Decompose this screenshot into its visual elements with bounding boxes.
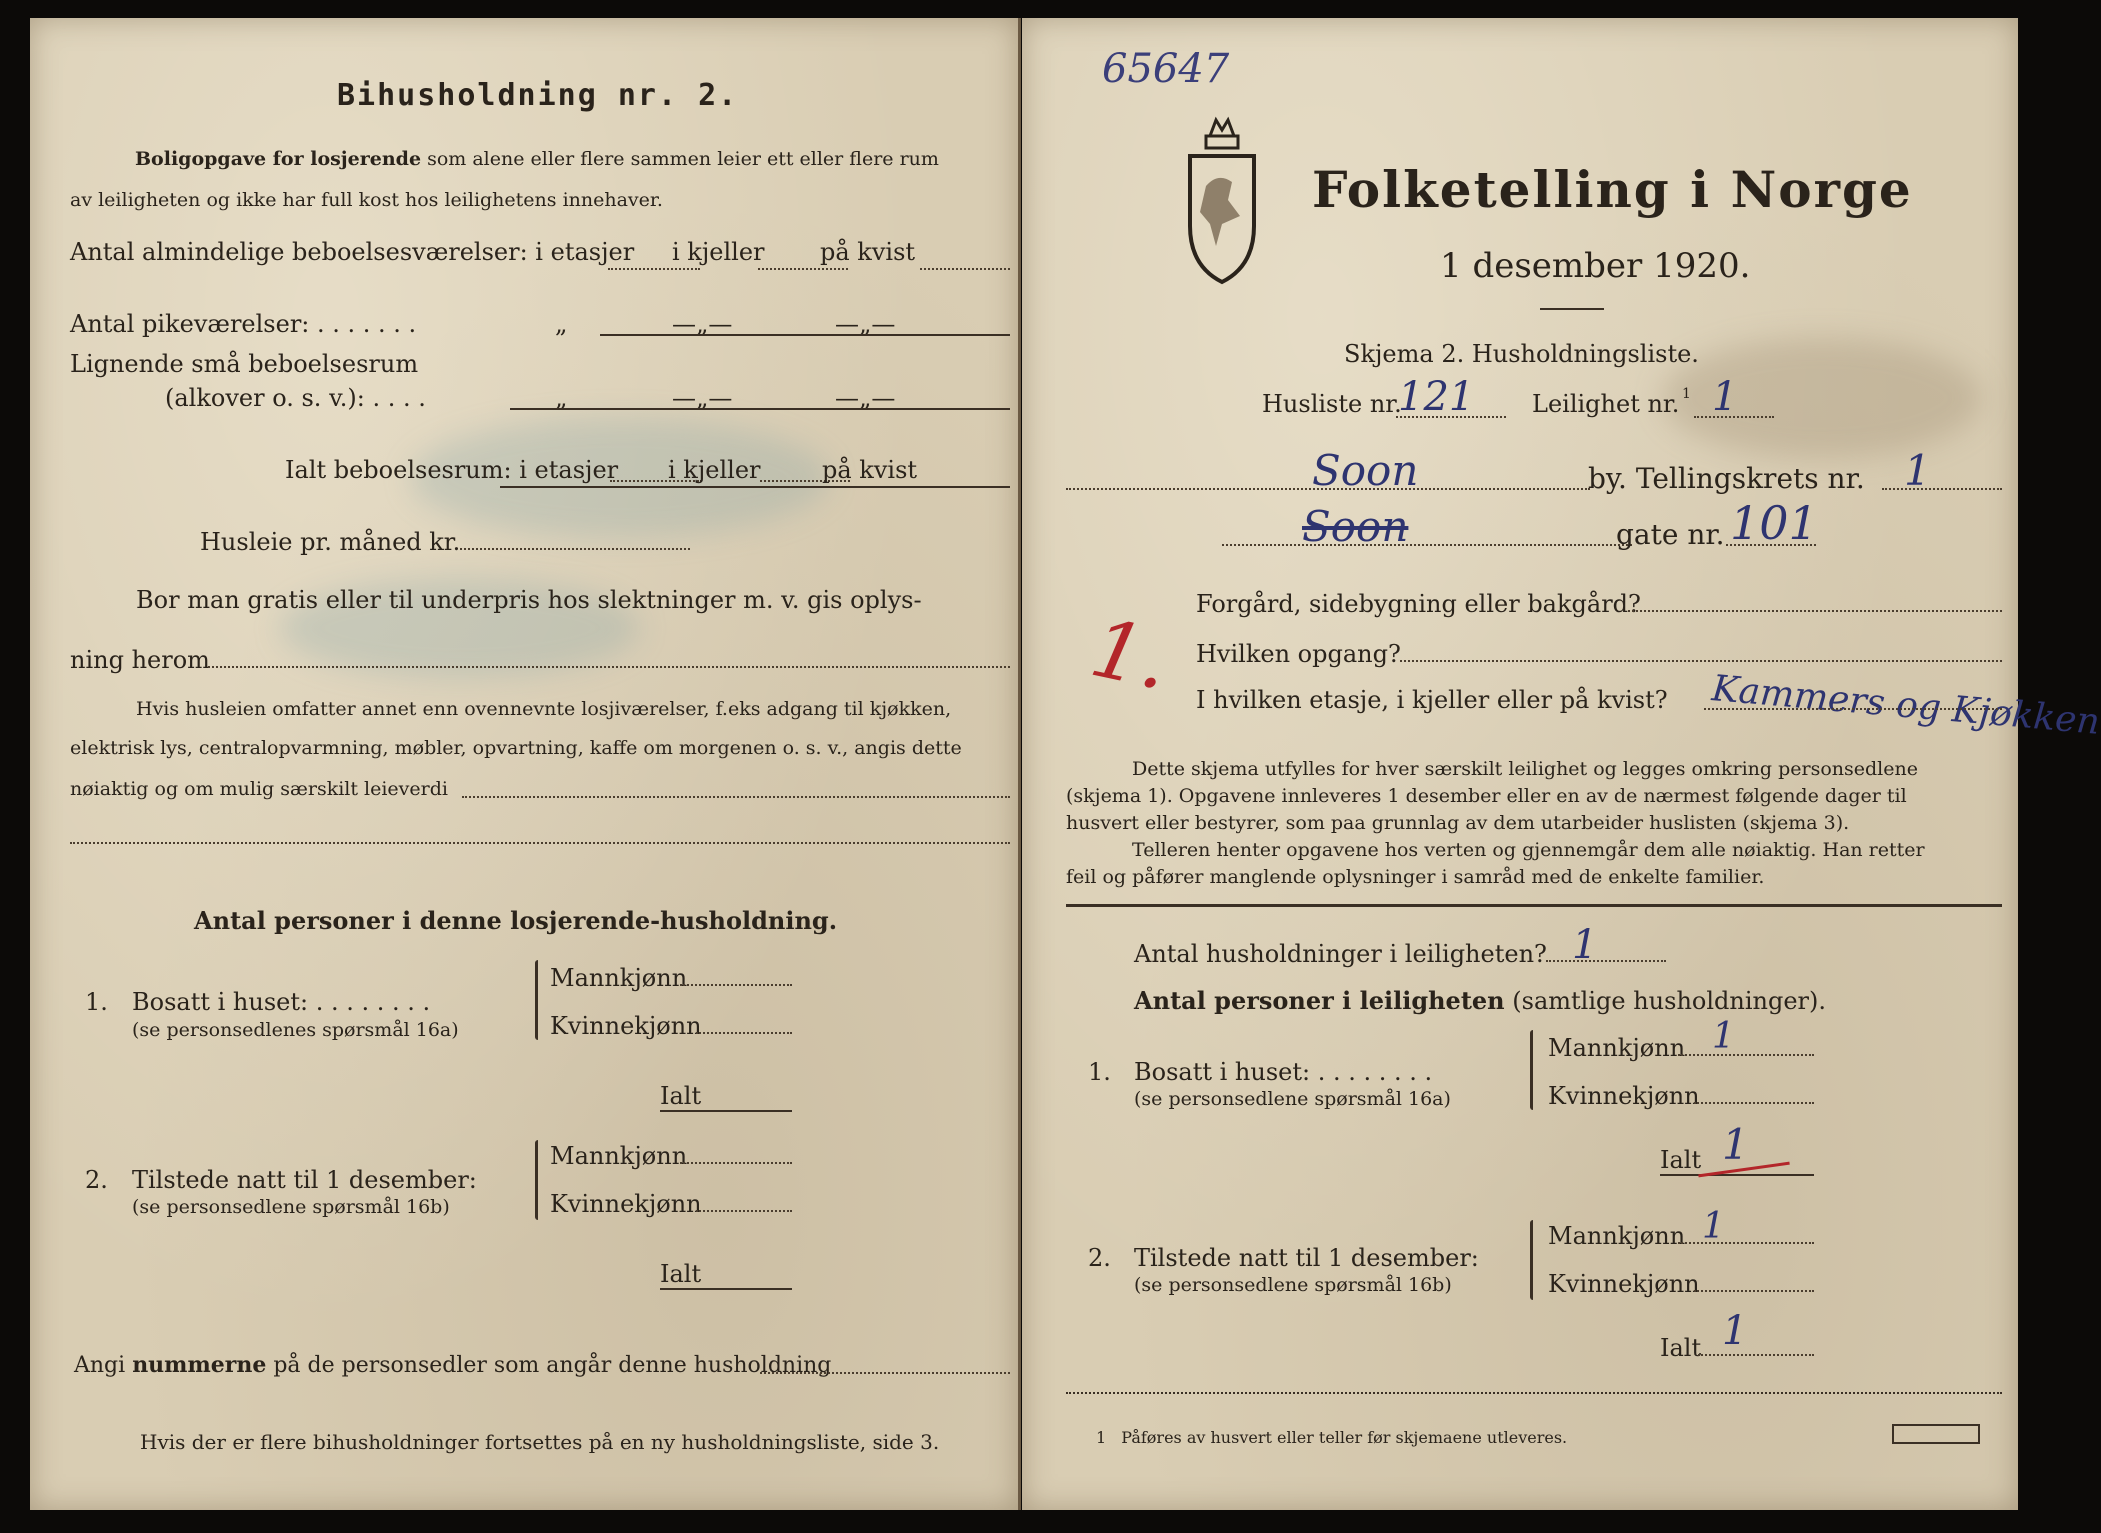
leilighet-label: Leilighet nr. <box>1532 390 1680 418</box>
angi-rest: på de personsedler som angår denne husholdning <box>273 1353 832 1378</box>
leilighet-field[interactable] <box>1694 416 1774 418</box>
q1-kvinne-field[interactable] <box>696 1032 792 1034</box>
ditto-mark: —„— <box>835 384 896 412</box>
form-date: 1 desember 1920. <box>1440 246 1751 286</box>
title-rule <box>1540 308 1604 310</box>
q1-ialt-value: 1 <box>1722 1120 1749 1169</box>
rooms-kjeller-field[interactable] <box>758 268 848 270</box>
q2-number: 2. <box>1088 1244 1111 1272</box>
left-title: Bihusholdning nr. 2. <box>337 78 739 113</box>
angi-line <box>74 1352 831 1378</box>
red-mark: 1. <box>1083 601 1178 708</box>
by-field[interactable] <box>1066 488 1590 490</box>
ialt-kvist-label: på kvist <box>822 456 918 484</box>
printer-stamp <box>1892 1424 1980 1444</box>
q1-sub: (se personsedlene spørsmål 16a) <box>1134 1088 1451 1110</box>
extra-field[interactable] <box>70 842 1010 844</box>
q-forgard: Forgård, sidebygning eller bakgård? <box>1196 590 1641 618</box>
right-page <box>1022 18 2101 1510</box>
q2-brace <box>535 1140 538 1220</box>
q2-mann-label: Mannkjønn <box>550 1142 688 1170</box>
form-title: Folketelling i Norge <box>1312 160 1913 219</box>
q2-kvinne-label: Kvinnekjønn <box>1548 1270 1700 1298</box>
ditto-mark: —„— <box>672 310 733 338</box>
omfatter-line-3: nøiaktig og om mulig særskilt leieverdi <box>70 778 448 800</box>
q1-kvinne-label: Kvinnekjønn <box>1548 1082 1700 1110</box>
q2-ialt-field[interactable] <box>1698 1354 1814 1356</box>
lignende-label-1: Lignende små beboelsesrum <box>70 350 419 378</box>
flere-note: Hvis der er flere bihusholdninger fortsettes på en ny husholdningsliste, side 3. <box>140 1430 940 1454</box>
q1-mann-value: 1 <box>1712 1016 1735 1057</box>
q2-kvinne-field[interactable] <box>696 1210 792 1212</box>
footnote <box>1096 1428 1567 1447</box>
ditto-mark: —„— <box>672 384 733 412</box>
q2-kvinne-label: Kvinnekjønn <box>550 1190 702 1218</box>
gate-nr-value: 101 <box>1730 496 1818 550</box>
husliste-field[interactable] <box>1396 416 1506 418</box>
ditto-mark: —„— <box>835 310 896 338</box>
angi-field[interactable] <box>760 1372 1010 1374</box>
instructions-line-2: (skjema 1). Opgavene innleveres 1 desember eller en av de nærmest følgende dager til <box>1066 785 1907 807</box>
angi-bold: nummerne <box>132 1352 267 1378</box>
gratis-field[interactable] <box>208 666 1010 668</box>
omfatter-line-1: Hvis husleien omfatter annet enn ovennevnte losjiværelser, f.eks adgang til kjøkken, <box>136 698 952 720</box>
q1-mann-label: Mannkjønn <box>1548 1034 1686 1062</box>
pike-label: Antal pikeværelser: . . . . . . . <box>70 310 417 338</box>
q1-kvinne-label: Kvinnekjønn <box>550 1012 702 1040</box>
husliste-value: 121 <box>1398 374 1475 420</box>
etasje-field[interactable] <box>1704 708 2002 710</box>
gate-field[interactable] <box>1222 544 1632 546</box>
section-rule <box>1066 904 2002 907</box>
by-label: by. Tellingskrets nr. <box>1588 462 1865 495</box>
skjema-label: Skjema 2. Husholdningsliste. <box>1344 340 1699 368</box>
q2-sub: (se personsedlene spørsmål 16b) <box>132 1196 450 1218</box>
q2-mann-field[interactable] <box>680 1162 792 1164</box>
gate-nr-field[interactable] <box>1726 544 1816 546</box>
by-value: Soon <box>1312 446 1419 495</box>
lignende-label-2: (alkover o. s. v.): . . . . <box>165 384 426 412</box>
rooms-kjeller-label: i kjeller <box>672 238 765 266</box>
left-page <box>30 18 1021 1510</box>
gratis-line-2: ning herom <box>70 646 210 674</box>
q2-ialt-label: Ialt <box>660 1260 702 1288</box>
husliste-label: Husliste nr. <box>1262 390 1402 418</box>
q1-ialt-field[interactable] <box>1660 1174 1814 1176</box>
pike-field[interactable] <box>600 334 1010 336</box>
persons-rest: (samtlige husholdninger). <box>1512 987 1827 1015</box>
angi-pre: Angi <box>74 1353 126 1378</box>
instructions-line-5: feil og påfører manglende oplysninger i samråd med de enkelte familier. <box>1066 866 1765 888</box>
ditto-mark: „ <box>555 384 568 412</box>
husleie-field[interactable] <box>460 548 690 550</box>
q2-brace <box>1530 1220 1533 1300</box>
krets-value: 1 <box>1904 446 1931 495</box>
q1-brace <box>535 960 538 1040</box>
water-stain <box>1662 338 1982 458</box>
q2-mann-field[interactable] <box>1678 1242 1814 1244</box>
footer-rule <box>1066 1392 2002 1394</box>
q2-ialt-value: 1 <box>1722 1308 1748 1354</box>
intro-line-2: av leiligheten og ikke har full kost hos leilighetens innehaver. <box>70 189 663 211</box>
q2-mann-value: 1 <box>1702 1206 1725 1247</box>
leieverdi-field[interactable] <box>462 796 1010 798</box>
households-value: 1 <box>1572 922 1598 968</box>
q1-ialt-label: Ialt <box>1660 1146 1702 1174</box>
q1-ialt-field[interactable] <box>660 1110 792 1112</box>
intro-rest: som alene eller flere sammen leier ett eller flere rum <box>427 148 939 170</box>
q2-mann-label: Mannkjønn <box>1548 1222 1686 1250</box>
q1-ialt-label: Ialt <box>660 1082 702 1110</box>
q1-sub: (se personsedlenes spørsmål 16a) <box>132 1019 459 1041</box>
q-opgang: Hvilken opgang? <box>1196 640 1401 668</box>
q2-sub: (se personsedlene spørsmål 16b) <box>1134 1274 1452 1296</box>
q1-label: Bosatt i huset: . . . . . . . . <box>1134 1058 1433 1086</box>
q2-kvinne-field[interactable] <box>1694 1290 1814 1292</box>
omfatter-line-2: elektrisk lys, centralopvarmning, møbler, opvartning, kaffe om morgenen o. s. v., angis dette <box>70 737 962 759</box>
households-field[interactable] <box>1546 960 1666 962</box>
gate-value: Soon <box>1302 502 1409 551</box>
lignende-field[interactable] <box>510 408 1010 410</box>
krets-field[interactable] <box>1882 488 2002 490</box>
q1-number: 1. <box>1088 1058 1111 1086</box>
q1-kvinne-field[interactable] <box>1694 1102 1814 1104</box>
households-label: Antal husholdninger i leiligheten? <box>1134 940 1547 968</box>
instructions-line-3: husvert eller bestyrer, som paa grunnlag av dem utarbeider huslisten (skjema 3). <box>1066 812 1850 834</box>
ditto-mark: „ <box>555 310 568 338</box>
footnote-marker: 1 <box>1682 386 1691 402</box>
ialt-kjeller-label: i kjeller <box>668 456 761 484</box>
q1-mann-label: Mannkjønn <box>550 964 688 992</box>
forgard-field[interactable] <box>1628 610 2002 612</box>
persons-line <box>1134 986 1826 1015</box>
ialt-rooms-underline <box>500 486 1010 488</box>
rooms-etasjer-field[interactable] <box>608 268 700 270</box>
persons-title: Antal personer i denne losjerende-husholdning. <box>194 906 838 935</box>
opgang-field[interactable] <box>1400 660 2002 662</box>
rooms-kvist-field[interactable] <box>920 268 1010 270</box>
rooms-kvist-label: på kvist <box>820 238 916 266</box>
rooms-label: Antal almindelige beboelsesværelser: i etasjer <box>70 238 635 266</box>
q2-ialt-label: Ialt <box>1660 1334 1702 1362</box>
intro-line-1 <box>135 148 939 170</box>
footnote-text: Påføres av husvert eller teller før skjemaene utleveres. <box>1121 1428 1568 1447</box>
q1-number: 1. <box>85 988 108 1016</box>
q1-mann-field[interactable] <box>680 984 792 986</box>
q2-number: 2. <box>85 1166 108 1194</box>
q1-brace <box>1530 1030 1533 1110</box>
instructions-line-1: Dette skjema utfylles for hver særskilt leilighet og legges omkring personsedlene <box>1132 758 1918 780</box>
archive-number: 65647 <box>1102 46 1230 92</box>
q2-label: Tilstede natt til 1 desember: <box>132 1166 477 1194</box>
husleie-label: Husleie pr. måned kr. <box>200 528 461 556</box>
footnote-number: 1 <box>1096 1428 1107 1447</box>
persons-bold: Antal personer i leiligheten <box>1134 986 1505 1015</box>
leilighet-value: 1 <box>1712 374 1738 420</box>
instructions-line-4: Telleren henter opgavene hos verten og gjennemgår dem alle nøiaktig. Han retter <box>1132 839 1925 861</box>
gate-label: gate nr. <box>1616 518 1725 551</box>
q2-label: Tilstede natt til 1 desember: <box>1134 1244 1479 1272</box>
q1-label: Bosatt i huset: . . . . . . . . <box>132 988 431 1016</box>
q1-mann-field[interactable] <box>1678 1054 1814 1056</box>
etasje-value: Kammers og Kjøkken <box>1710 668 2101 743</box>
q2-ialt-field[interactable] <box>660 1288 792 1290</box>
gratis-line-1: Bor man gratis eller til underpris hos slektninger m. v. gis oplys- <box>136 586 922 614</box>
ialt-rooms-label: Ialt beboelsesrum: i etasjer <box>285 456 619 484</box>
q-etasje: I hvilken etasje, i kjeller eller på kvist? <box>1196 686 1668 714</box>
intro-bold: Boligopgave for losjerende <box>135 148 422 170</box>
coat-of-arms-icon <box>1182 116 1262 286</box>
